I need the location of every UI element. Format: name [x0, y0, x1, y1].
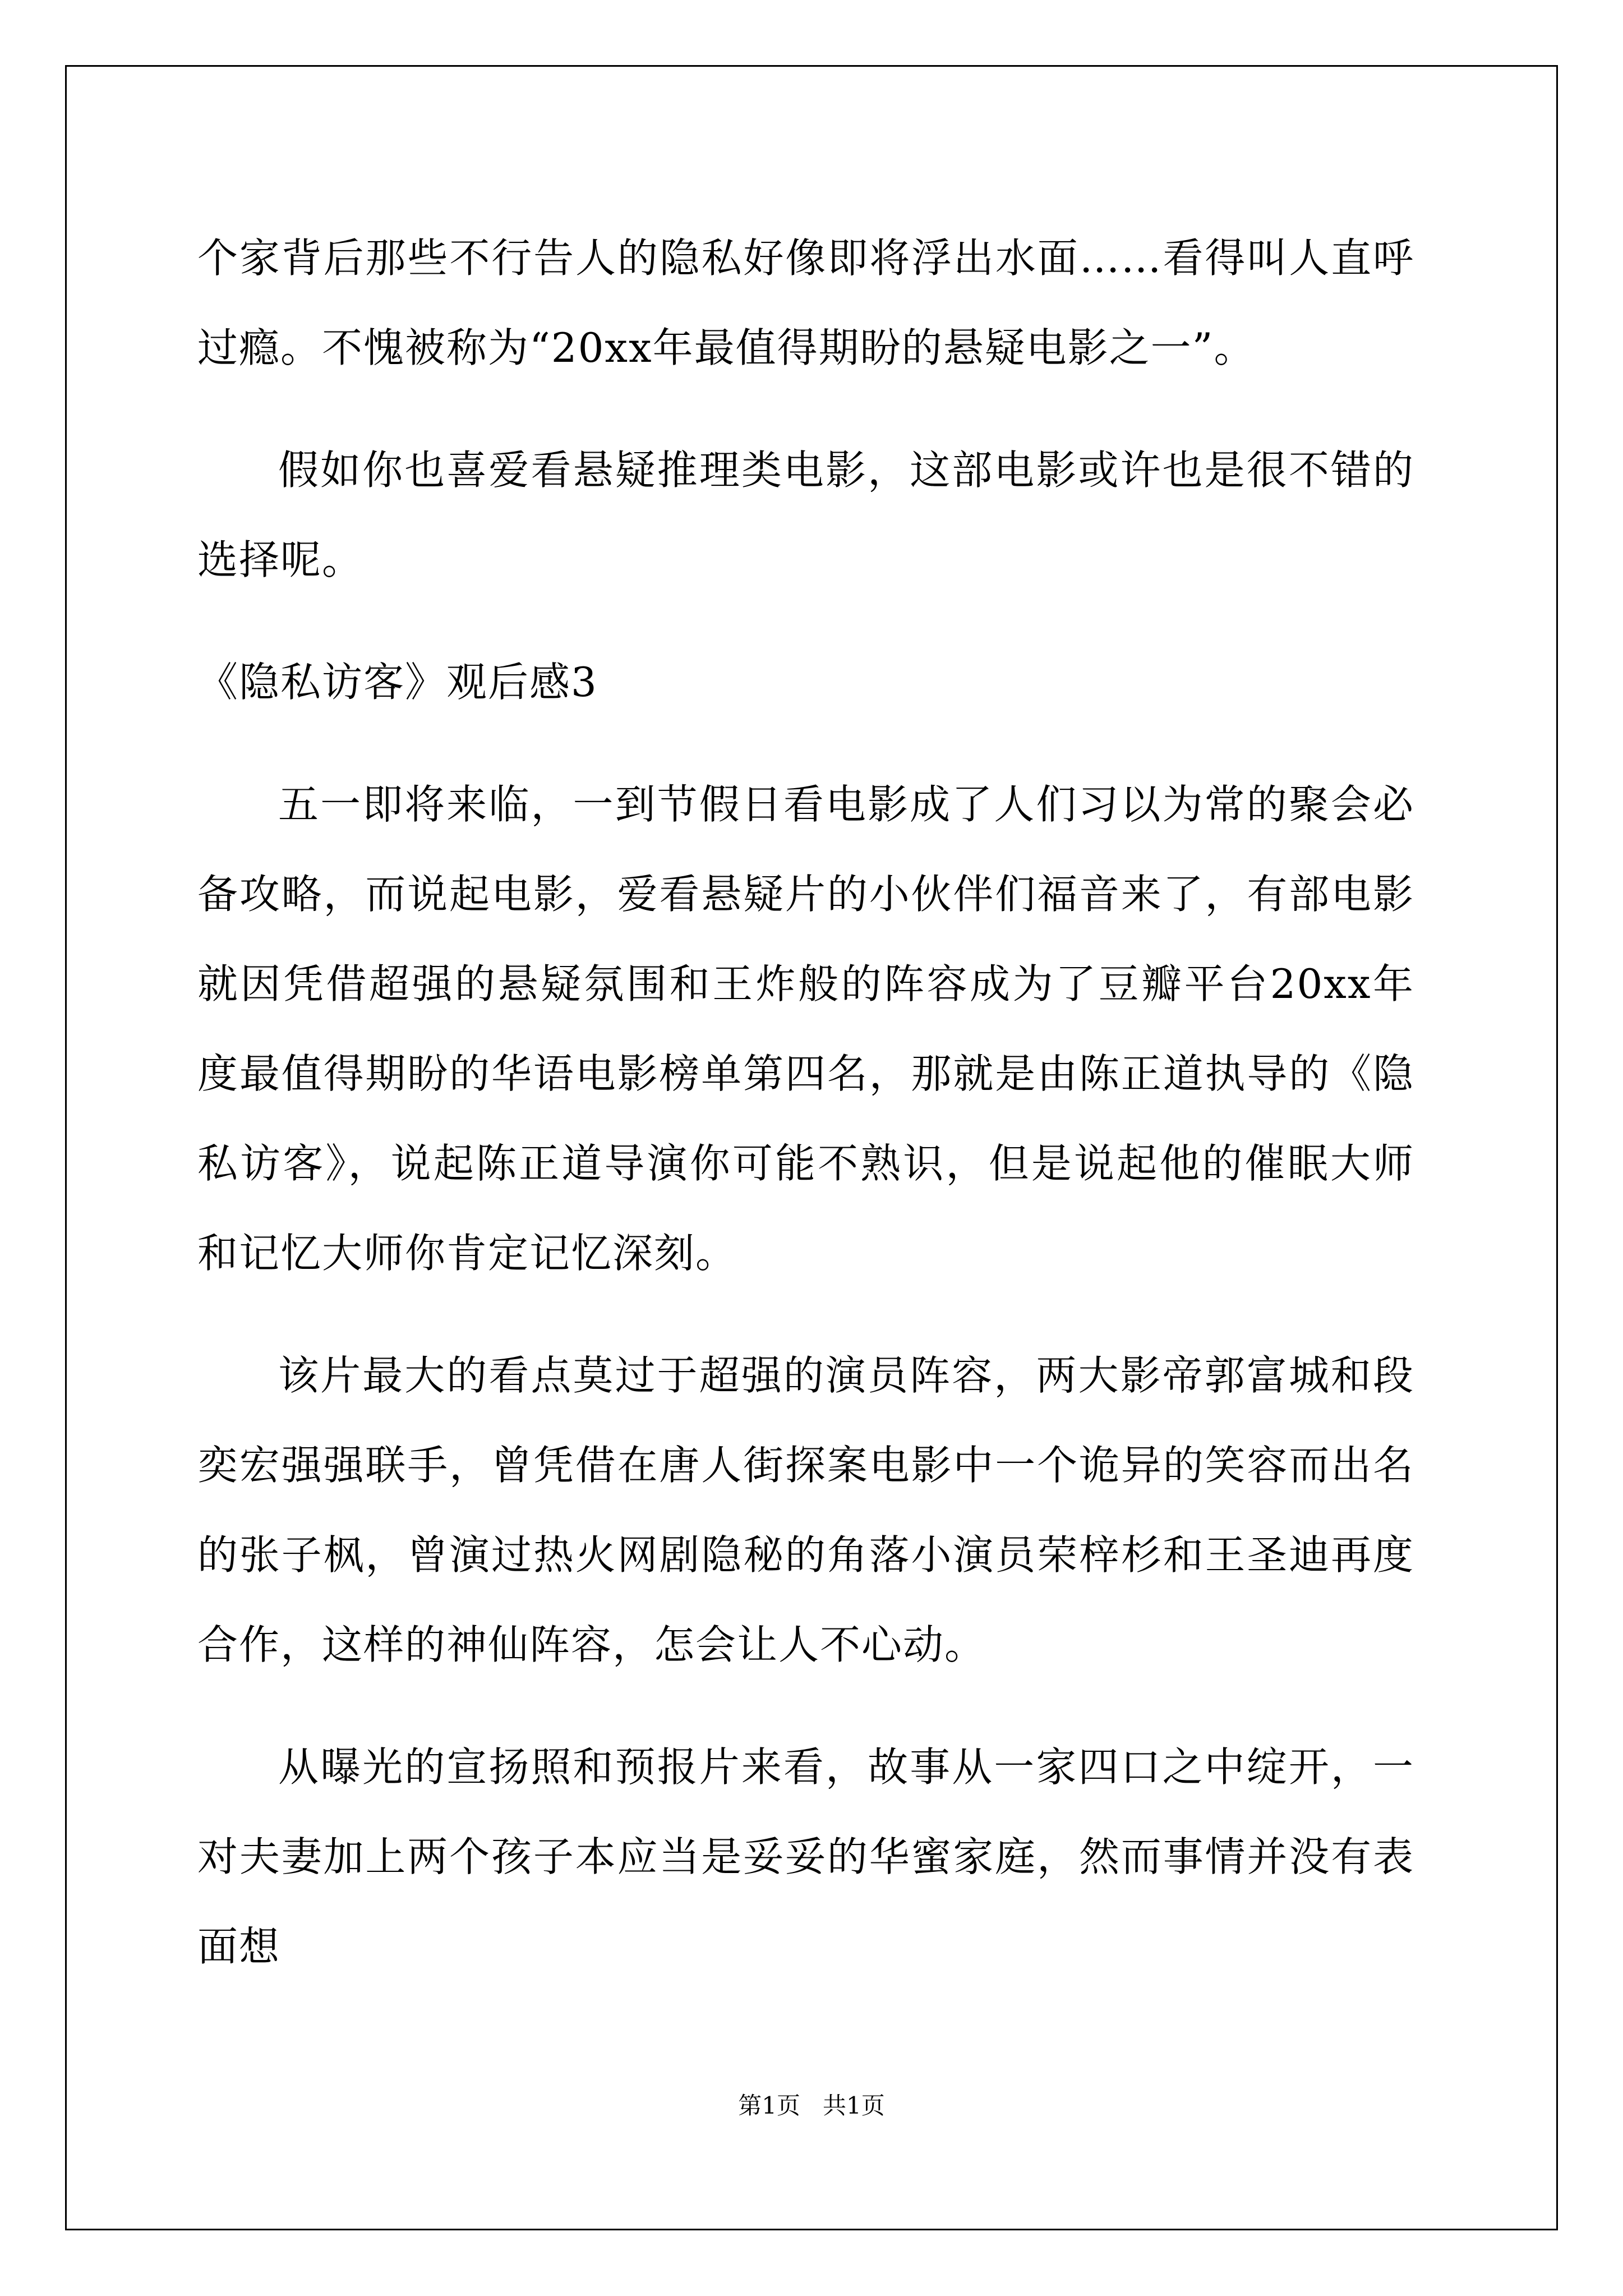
paragraph: 从曝光的宣扬照和预报片来看，故事从一家四口之中绽开，一对夫妻加上两个孩子本应当是妥妥的华蜜家庭，然而事情并没有表面想: [197, 1743, 1414, 1970]
document-body: [197, 213, 1414, 2024]
section-heading: 《隐私访客》观后感3: [197, 659, 598, 706]
paragraph: 假如你也喜爱看悬疑推理类电影，这部电影或许也是很不错的选择呢。: [197, 447, 1414, 583]
paragraph-continuation: 个家背后那些不行告人的隐私好像即将浮出水面……看得叫人直呼过瘾。不愧被称为“20xx年最值得期盼的悬疑电影之一”。: [197, 234, 1414, 371]
page-number-footer: 第1页 共1页: [738, 2092, 885, 2119]
paragraph: 该片最大的看点莫过于超强的演员阵容，两大影帝郭富城和段奕宏强强联手，曾凭借在唐人街探案电影中一个诡异的笑容而出名的张子枫，曾演过热火网剧隐秘的角落小演员荣梓杉和王圣迪再度合作，这样的神仙阵容，怎会让人不心动。: [197, 1352, 1414, 1668]
paragraph: 五一即将来临，一到节假日看电影成了人们习以为常的聚会必备攻略，而说起电影，爱看悬疑片的小伙伴们福音来了，有部电影就因凭借超强的悬疑氛围和王炸般的阵容成为了豆瓣平台20xx年度最值得期盼的华语电影榜单第四名，那就是由陈正道执导的《隐私访客》，说起陈正道导演你可能不熟识，但是说起他的催眠大师和记忆大师你肯定记忆深刻。: [197, 781, 1414, 1277]
